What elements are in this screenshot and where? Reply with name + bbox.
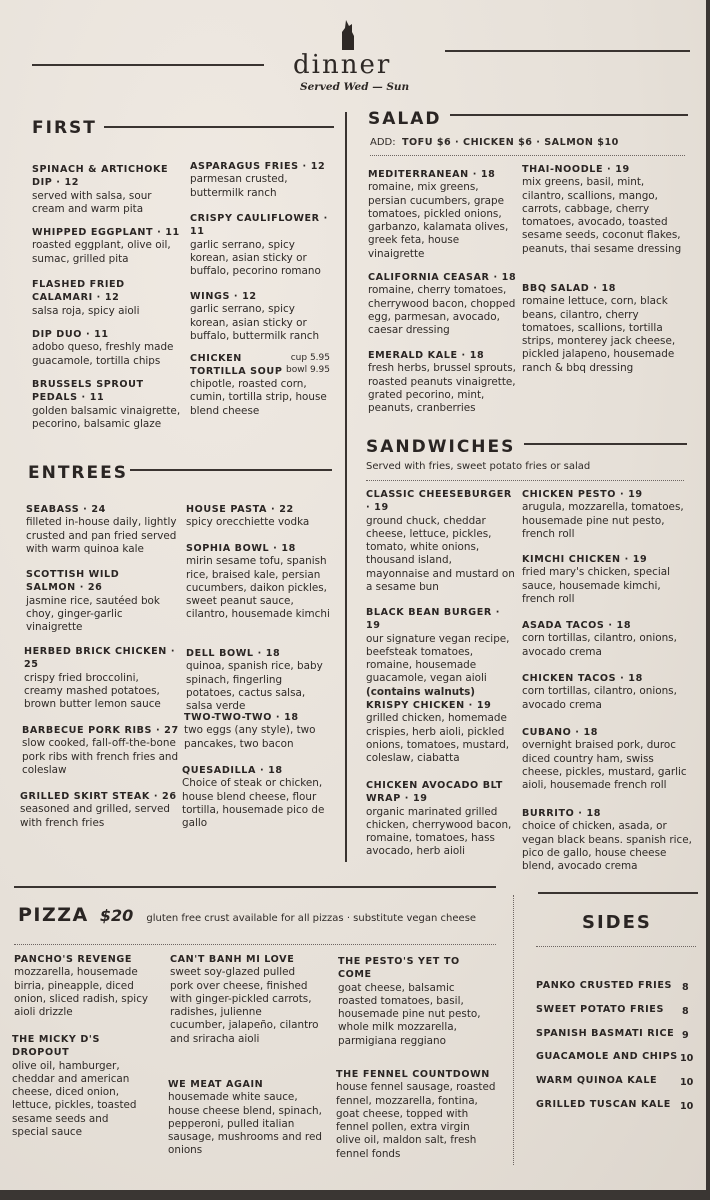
page-title: dinner: [293, 50, 392, 80]
entrees-rule: [130, 469, 332, 471]
side-item: PANKO CRUSTED FRIES: [536, 980, 673, 991]
menu-item: QUESADILLA · 18 Choice of steak or chicken, house blend cheese, flour tortilla, housemade pico de gallo: [182, 765, 325, 830]
side-price: 10: [680, 1077, 694, 1088]
menu-item: SCOTTISH WILD SALMON · 26 jasmine rice, sautéed bok choy, ginger-garlic vinaigrette: [26, 569, 160, 634]
menu-item: BBQ SALAD · 18 romaine lettuce, corn, black beans, cilantro, cherry tomatoes, scallions, tortilla strips, monterey jack cheese, pickled jalapeno, housemade ranch & bbq dressing: [522, 283, 676, 374]
menu-item: CHICKEN TORTILLA SOUP: [190, 353, 283, 378]
salad-dots: [370, 155, 685, 156]
pizza-header: [18, 904, 476, 926]
menu-item: WHIPPED EGGPLANT · 11 roasted eggplant, olive oil, sumac, grilled pita: [32, 227, 180, 265]
first-rule: [104, 126, 334, 128]
menu-item: GRILLED SKIRT STEAK · 26 seasoned and grilled, served with french fries: [20, 791, 177, 829]
menu-item: KRISPY CHICKEN · 19 grilled chicken, homemade crispies, herb aioli, pickled onions, tomatoes, mustard, coleslaw, ciabatta: [366, 700, 510, 765]
side-price: 9: [682, 1030, 689, 1041]
menu-item: WINGS · 12 garlic serrano, spicy korean, asian sticky or buffalo, buttermilk ranch: [190, 291, 320, 342]
menu-item: HOUSE PASTA · 22 spicy orecchiette vodka: [186, 504, 310, 529]
sandwiches-dots: [366, 480, 684, 481]
sandwiches-note: Served with fries, sweet potato fries or salad: [366, 461, 591, 472]
section-pizza-heading: PIZZA: [18, 904, 89, 926]
menu-item: TWO-TWO-TWO · 18 two eggs (any style), two pancakes, two bacon: [184, 712, 316, 750]
menu-item: DELL BOWL · 18 quinoa, spanish rice, baby spinach, fingerling potatoes, cactus salsa, salsa verde: [186, 648, 323, 713]
menu-item: THE FENNEL COUNTDOWN house fennel sausage, roasted fennel, mozzarella, fontina, goat cheese, topped with fennel pollen, extra virgin olive oil, maldon salt, fresh fennel fonds: [336, 1069, 496, 1160]
section-sides-heading: SIDES: [582, 912, 652, 933]
menu-item: DIP DUO · 11 adobo queso, freshly made guacamole, tortilla chips: [32, 329, 174, 367]
pizza-price: $20: [99, 906, 134, 925]
sandwiches-rule: [524, 443, 687, 445]
menu-item: CHICKEN TACOS · 18 corn tortillas, cilantro, onions, avocado crema: [522, 673, 677, 711]
side-price: 10: [680, 1101, 694, 1112]
menu-item: ASPARAGUS FRIES · 12 parmesan crusted, buttermilk ranch: [190, 161, 326, 199]
pizza-top-rule: [14, 886, 496, 888]
logo-icon: [340, 18, 356, 50]
menu-item: PANCHO'S REVENGE mozzarella, housemade birria, pineapple, diced onion, sliced radish, spicy aioli drizzle: [14, 954, 149, 1019]
menu-item: CUBANO · 18 overnight braised pork, duroc diced country ham, swiss cheese, pickles, mustard, garlic aioli, housemade french roll: [522, 727, 687, 792]
menu-item: BLACK BEAN BURGER · 19 our signature vegan recipe, beefsteak tomatoes, romaine, housemade guacamole, vegan aioli (contains walnuts): [366, 607, 510, 698]
menu-item: CAN'T BANH MI LOVE sweet soy-glazed pulled pork over cheese, finished with ginger-pickled carrots, radishes, julienne cucumber, jalapeño, cilantro and sriracha aioli: [170, 954, 319, 1045]
section-salad-heading: SALAD: [368, 109, 442, 129]
menu-item: EMERALD KALE · 18 fresh herbs, brussel sprouts, roasted peanuts vinaigrette, grated pecorino, mint, peanuts, cranberries: [368, 350, 516, 415]
section-sandwiches-heading: SANDWICHES: [366, 437, 516, 457]
header-rule-left: [32, 64, 264, 66]
side-item: GRILLED TUSCAN KALE: [536, 1099, 671, 1110]
side-item: SWEET POTATO FRIES: [536, 1004, 664, 1015]
menu-item: SOPHIA BOWL · 18 mirin sesame tofu, spanish rice, braised kale, persian cucumbers, daikon pickles, sweet peanut sauce, cilantro, housemade kimchi: [186, 543, 330, 621]
page-subtitle: Served Wed — Sun: [300, 81, 410, 93]
menu-item: BURRITO · 18 choice of chicken, asada, or vegan black beans. spanish rice, pico de gallo, house cheese blend, avocado crema: [522, 808, 692, 873]
side-price: 8: [682, 1006, 689, 1017]
salad-rule: [450, 114, 688, 116]
pizza-note: gluten free crust available for all pizzas · substitute vegan cheese: [146, 913, 477, 924]
salad-addons: ADD: TOFU $6 · CHICKEN $6 · SALMON $10: [370, 137, 619, 148]
sides-divider: [513, 895, 514, 1165]
menu-item: CLASSIC CHEESEBURGER · 19 ground chuck, cheddar cheese, lettuce, pickles, tomato, white onions, thousand island, mayonnaise and mustard on a sesame bun: [366, 489, 515, 594]
menu-item: SPINACH & ARTICHOKE DIP · 12 served with salsa, sour cream and warm pita: [32, 164, 169, 215]
pizza-dots: [14, 944, 496, 945]
menu-item: THE PESTO'S YET TO COME goat cheese, balsamic roasted tomatoes, basil, housemade pine nut pesto, whole milk mozzarella, parmigiana reggiano: [338, 956, 481, 1047]
side-item: WARM QUINOA KALE: [536, 1075, 658, 1086]
menu-item: MEDITERRANEAN · 18 romaine, mix greens, persian cucumbers, grape tomatoes, pickled onions, garbanzo, kalamata olives, greek feta, house vinaigrette: [368, 169, 509, 260]
menu-item: ASADA TACOS · 18 corn tortillas, cilantro, onions, avocado crema: [522, 620, 677, 658]
header-rule-right: [445, 50, 690, 52]
menu-item: CALIFORNIA CEASAR · 18 romaine, cherry tomatoes, cherrywood bacon, chopped egg, parmesan, avocado, caesar dressing: [368, 272, 517, 337]
menu-item: HERBED BRICK CHICKEN · 25 crispy fried broccolini, creamy mashed potatoes, brown butter lemon sauce: [24, 646, 176, 711]
side-price: 8: [682, 982, 689, 993]
menu-item: KIMCHI CHICKEN · 19 fried mary's chicken, special sauce, housemade kimchi, french roll: [522, 554, 670, 605]
side-item: SPANISH BASMATI RICE: [536, 1028, 675, 1039]
soup-prices: cup 5.95 bowl 9.95: [286, 353, 330, 375]
menu-item-desc: chipotle, roasted corn, cumin, tortilla strip, house blend cheese: [190, 378, 327, 417]
menu-item: CHICKEN PESTO · 19 arugula, mozzarella, tomatoes, housemade pine nut pesto, french roll: [522, 489, 684, 540]
menu-item: THE MICKY D'S DROPOUT olive oil, hamburger, cheddar and american cheese, diced onion, lettuce, pickles, toasted sesame seeds and special sauce: [12, 1034, 137, 1139]
menu-item: FLASHED FRIED CALAMARI · 12 salsa roja, spicy aioli: [32, 279, 140, 317]
section-entrees-heading: ENTREES: [28, 463, 128, 483]
section-first-heading: FIRST: [32, 118, 97, 138]
column-divider: [345, 112, 347, 862]
menu-item: CHICKEN AVOCADO BLT WRAP · 19 organic marinated grilled chicken, cherrywood bacon, romaine, tomatoes, hass avocado, herb aioli: [366, 780, 512, 858]
sides-dots: [536, 946, 696, 947]
menu-item: SEABASS · 24 filleted in-house daily, lightly crusted and pan fried served with warm quinoa kale: [26, 504, 177, 555]
menu-item: BRUSSELS SPROUT PEDALS · 11 golden balsamic vinaigrette, pecorino, balsamic glaze: [32, 379, 181, 430]
menu-item: BARBECUE PORK RIBS · 27 slow cooked, fall-off-the-bone pork ribs with french fries and coleslaw: [22, 725, 179, 776]
menu-item: THAI-NOODLE · 19 mix greens, basil, mint, cilantro, scallions, mango, carrots, cabbage, cherry tomatoes, avocado, toasted sesame seeds, coconut flakes, peanuts, thai sesame dressing: [522, 164, 682, 255]
sides-top-rule: [538, 892, 698, 894]
side-price: 10: [680, 1053, 694, 1064]
menu-item: CRISPY CAULIFLOWER · 11 garlic serrano, spicy korean, asian sticky or buffalo, pecorino romano: [190, 213, 328, 278]
menu-item: WE MEAT AGAIN housemade white sauce, house cheese blend, spinach, pepperoni, pulled italian sausage, mushrooms and red onions: [168, 1079, 322, 1157]
side-item: GUACAMOLE AND CHIPS: [536, 1051, 678, 1062]
